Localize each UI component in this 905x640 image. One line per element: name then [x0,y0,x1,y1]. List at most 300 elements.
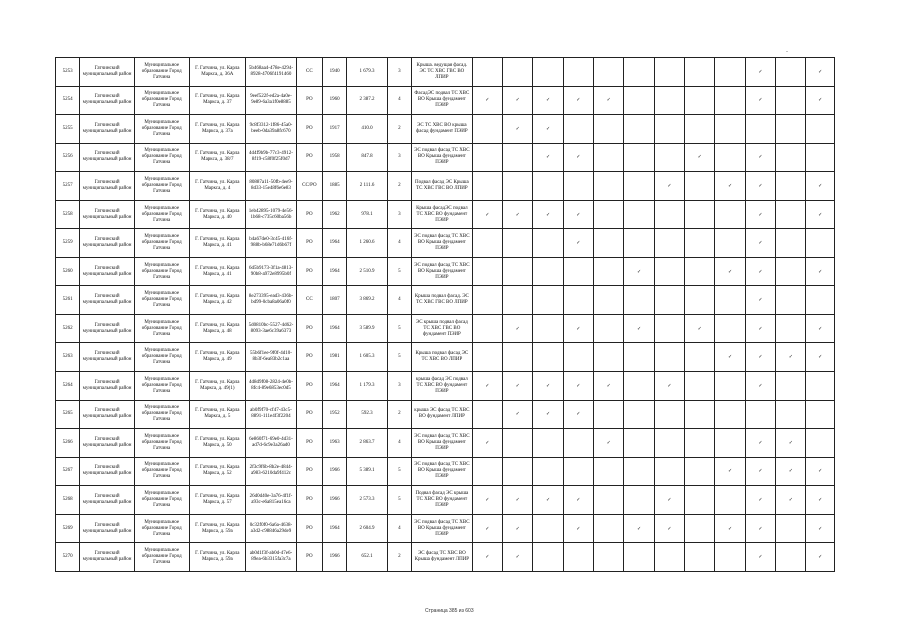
district-cell: Гатчинский муниципальный район [80,514,135,543]
checkmark-icon: ✓ [576,211,581,218]
work-type-cell [776,172,806,201]
work-type-cell [624,86,654,115]
checkmark-icon: ✓ [818,68,823,75]
work-type-cell [563,343,593,372]
work-type-cell [745,429,775,458]
floors-cell: 4 [387,229,411,258]
settlement-cell: Муниципальное образование Город Гатчина [134,314,189,343]
building-uid-cell: 9c8f3312-1f86-45a0-beeb-0da39a8fc670 [246,115,297,144]
work-type-cell [594,343,624,372]
work-type-cell [685,457,715,486]
address-cell: Г. Гатчина, ул. Карла Маркса, д. 59а [189,514,246,543]
checkmark-icon: ✓ [606,439,611,446]
works-list-cell: ФасадЭС подвал ТС ХВС ВО Крыша фундамент ПЭИР [412,86,473,115]
work-type-cell [685,115,715,144]
work-type-cell [685,372,715,401]
checkmark-icon: ✓ [818,211,823,218]
floors-cell: 4 [387,514,411,543]
building-uid-cell: 80887a11-50fb-4ee9-8d33-15e48f6e6e83 [246,172,297,201]
row-number: 5269 [56,514,80,543]
district-cell: Гатчинский муниципальный район [80,172,135,201]
building-uid-cell: ab0d1f3f-ab0d-47e6-89ea-6b3315fa3c7a [246,543,297,572]
work-type-cell [594,372,624,401]
work-type-cell [624,58,654,87]
work-type-cell [715,229,745,258]
work-type-cell [745,115,775,144]
checkmark-icon: ✓ [545,125,551,132]
work-type-cell [594,429,624,458]
work-type-cell [685,343,715,372]
checkmark-icon: ✓ [576,525,581,532]
settlement-cell: Муниципальное образование Город Гатчина [134,543,189,572]
work-type-cell [715,58,745,87]
work-type-cell [685,314,715,343]
work-type-cell [624,457,654,486]
floors-cell: 4 [387,286,411,315]
district-cell: Гатчинский муниципальный район [80,343,135,372]
work-type-cell [654,257,684,286]
work-type-cell [654,457,684,486]
district-cell: Гатчинский муниципальный район [80,429,135,458]
work-type-cell [685,257,715,286]
checkmark-icon: ✓ [758,382,763,389]
work-type-cell [594,543,624,572]
checkmark-icon: ✓ [515,525,520,532]
wall-type-cell: РО [296,314,322,343]
checkmark-icon: ✓ [818,97,823,104]
area-cell: 410.0 [347,115,387,144]
work-type-cell [533,343,563,372]
works-list-cell: ЭС подвал фасад ТС ХВС ВО Крыша фундамент ПЭИР [412,229,473,258]
checkmark-icon: ✓ [818,496,823,503]
floors-cell: 4 [387,86,411,115]
work-type-cell [806,543,835,572]
work-type-cell [654,314,684,343]
build-year-cell: 1962 [323,200,347,229]
checkmark-icon: ✓ [818,468,823,475]
checkmark-icon: ✓ [788,468,793,475]
checkmark-icon: ✓ [667,525,672,532]
area-cell: 5 389.1 [347,457,387,486]
works-list-cell: ЭС подвал фасад ТС ХВС ВО Крыша фундамент ПЭИР [412,257,473,286]
work-type-cell [503,314,533,343]
work-type-cell [685,429,715,458]
checkmark-icon: ✓ [606,97,611,104]
row-number: 5267 [56,457,80,486]
work-type-cell [503,429,533,458]
work-type-cell [776,514,806,543]
work-type-cell [624,486,654,515]
table-row [56,457,835,486]
work-type-cell [563,86,593,115]
area-cell: 2 510.9 [347,257,387,286]
table-row [56,257,835,286]
district-cell: Гатчинский муниципальный район [80,200,135,229]
building-uid-cell: 55b6f1ee-9f0f-4d10-8b3f-6ea83b2c1aa [246,343,297,372]
wall-type-cell: РО [296,115,322,144]
build-year-cell: 1964 [323,257,347,286]
work-type-cell [776,200,806,229]
work-type-cell [806,286,835,315]
work-type-cell [654,400,684,429]
work-type-cell [776,257,806,286]
checkmark-icon: ✓ [576,382,581,389]
table-row [56,229,835,258]
work-type-cell [745,400,775,429]
row-number: 5253 [56,58,80,87]
top-dash: - [786,49,788,55]
checkmark-icon: ✓ [515,496,520,503]
settlement-cell: Муниципальное образование Город Гатчина [134,514,189,543]
address-cell: Г. Гатчина, ул. Карла Маркса, д. 41 [189,229,246,258]
work-type-cell [503,86,533,115]
work-type-cell [533,257,563,286]
work-type-cell [745,86,775,115]
works-list-cell: ЭС подвал фасад ТС ХВС ВО Крыша фундамент ПЭИР [412,514,473,543]
settlement-cell: Муниципальное образование Город Гатчина [134,457,189,486]
work-type-cell [685,58,715,87]
checkmark-icon: ✓ [818,268,823,275]
work-type-cell [472,343,502,372]
work-type-cell [685,143,715,172]
work-type-cell [654,514,684,543]
checkmark-icon: ✓ [485,211,490,218]
area-cell: 592.3 [347,400,387,429]
settlement-cell: Муниципальное образование Город Гатчина [134,486,189,515]
district-cell: Гатчинский муниципальный район [80,486,135,515]
works-list-cell: Крыша. ведущая фасад. ЭС ТС ХВС ГВС ВО ЛПИР [412,58,473,87]
work-type-cell [685,286,715,315]
work-type-cell [806,343,835,372]
checkmark-icon: ✓ [728,525,733,532]
work-type-cell [776,286,806,315]
area-cell: 2 573.3 [347,486,387,515]
work-type-cell [563,543,593,572]
table-row [56,486,835,515]
work-type-cell [715,514,745,543]
build-year-cell: 1966 [323,457,347,486]
work-type-cell [563,286,593,315]
table-row [56,86,835,115]
checkmark-icon: ✓ [788,439,793,446]
work-type-cell [503,486,533,515]
work-type-cell [594,229,624,258]
address-cell: Г. Гатчина, ул. Карла Маркса, д. 42 [189,286,246,315]
work-type-cell [745,143,775,172]
works-list-cell: Подвал фасад ЭС крыша ТС ХВС ВО фундамент ПЭИР [412,486,473,515]
work-type-cell [806,486,835,515]
work-type-cell [594,115,624,144]
work-type-cell [533,86,563,115]
checkmark-icon: ✓ [636,525,642,532]
work-type-cell [594,172,624,201]
checkmark-icon: ✓ [576,240,581,247]
building-uid-cell: 4d8d9f08-2824-4e0b-8fc4-89e6853ec0d5 [246,372,297,401]
row-number: 5260 [56,257,80,286]
work-type-cell [533,543,563,572]
settlement-cell: Муниципальное образование Город Гатчина [134,400,189,429]
work-type-cell [685,172,715,201]
address-cell: Г. Гатчина, ул. Карла Маркса, д. 49 [189,343,246,372]
work-type-cell [715,457,745,486]
area-cell: 3 589.9 [347,314,387,343]
floors-cell: 2 [387,400,411,429]
settlement-cell: Муниципальное образование Город Гатчина [134,86,189,115]
work-type-cell [806,429,835,458]
work-type-cell [503,343,533,372]
floors-cell: 3 [387,200,411,229]
work-type-cell [624,286,654,315]
works-list-cell: Крыша подвал фасад ЭС ТС ХВС ВО ЛПИР [412,343,473,372]
settlement-cell: Муниципальное образование Город Гатчина [134,257,189,286]
settlement-cell: Муниципальное образование Город Гатчина [134,115,189,144]
checkmark-icon: ✓ [515,382,520,389]
work-type-cell [472,58,502,87]
wall-type-cell: РО [296,143,322,172]
area-cell: 1 260.6 [347,229,387,258]
row-number: 5263 [56,343,80,372]
table-row [56,314,835,343]
settlement-cell: Муниципальное образование Город Гатчина [134,229,189,258]
table-row [56,514,835,543]
work-type-cell [715,172,745,201]
work-type-cell [503,372,533,401]
checkmark-icon: ✓ [758,525,763,532]
building-uid-cell: 5d0810bc-5527-4d62-8093-3ae6c39a6373 [246,314,297,343]
address-cell: Г. Гатчина, ул. Карла Маркса, д. 37а [189,115,246,144]
checkmark-icon: ✓ [697,325,702,332]
area-cell: 3 869.2 [347,286,387,315]
work-type-cell [533,115,563,144]
checkmark-icon: ✓ [576,325,581,332]
work-type-cell [472,200,502,229]
work-type-cell [806,372,835,401]
work-type-cell [472,86,502,115]
work-type-cell [776,543,806,572]
work-type-cell [745,457,775,486]
building-uid-cell: 0c32f0f0-6a6a-4638-a3d2-c98846a29de9 [246,514,297,543]
settlement-cell: Муниципальное образование Город Гатчина [134,372,189,401]
work-type-cell [472,172,502,201]
table-row [56,143,835,172]
district-cell: Гатчинский муниципальный район [80,314,135,343]
build-year-cell: 1940 [323,58,347,87]
work-type-cell [654,115,684,144]
work-type-cell [715,372,745,401]
checkmark-icon: ✓ [545,411,551,418]
work-type-cell [715,257,745,286]
area-cell: 1 605.3 [347,343,387,372]
wall-type-cell: РО [296,200,322,229]
table-row [56,372,835,401]
wall-type-cell: РО [296,486,322,515]
work-type-cell [624,115,654,144]
work-type-cell [472,543,502,572]
work-type-cell [624,400,654,429]
work-type-cell [533,514,563,543]
works-list-cell: ЭС подвал фасад ТС ХВС ВО Крыша фундамент ПЭИР [412,429,473,458]
checkmark-icon: ✓ [545,97,551,104]
row-number: 5270 [56,543,80,572]
building-uid-cell: 1eb42895-1079-4e56-1b68-c735c60ba56b [246,200,297,229]
checkmark-icon: ✓ [818,354,823,361]
work-type-cell [806,200,835,229]
work-type-cell [533,172,563,201]
work-type-cell [472,257,502,286]
checkmark-icon: ✓ [818,554,823,561]
work-type-cell [594,400,624,429]
checkmark-icon: ✓ [758,240,763,247]
work-type-cell [624,314,654,343]
work-type-cell [503,457,533,486]
work-type-cell [503,543,533,572]
work-type-cell [776,372,806,401]
work-type-cell [776,86,806,115]
work-type-cell [776,314,806,343]
work-type-cell [806,172,835,201]
work-type-cell [563,115,593,144]
work-type-cell [745,486,775,515]
checkmark-icon: ✓ [818,325,823,332]
work-type-cell [776,343,806,372]
build-year-cell: 1960 [323,86,347,115]
row-number: 5254 [56,86,80,115]
wall-type-cell: РО [296,514,322,543]
build-year-cell: 1964 [323,314,347,343]
wall-type-cell: РО [296,86,322,115]
checkmark-icon: ✓ [545,496,551,503]
checkmark-icon: ✓ [515,325,520,332]
checkmark-icon: ✓ [758,268,763,275]
checkmark-icon: ✓ [758,154,763,161]
address-cell: Г. Гатчина, ул. Карла Маркса, д. 38/7 [189,143,246,172]
district-cell: Гатчинский муниципальный район [80,400,135,429]
build-year-cell: 1964 [323,229,347,258]
work-type-cell [472,229,502,258]
work-type-cell [533,314,563,343]
work-type-cell [654,429,684,458]
work-type-cell [624,229,654,258]
district-cell: Гатчинский муниципальный район [80,286,135,315]
work-type-cell [806,86,835,115]
work-type-cell [533,400,563,429]
work-type-cell [594,514,624,543]
address-cell: Г. Гатчина, ул. Карла Маркса, д. 48 [189,314,246,343]
address-cell: Г. Гатчина, ул. Карла Маркса, д. 5 [189,400,246,429]
work-type-cell [503,143,533,172]
row-number: 5258 [56,200,80,229]
checkmark-icon: ✓ [515,97,520,104]
address-cell: Г. Гатчина, ул. Карла Маркса, д. 37 [189,86,246,115]
work-type-cell [472,115,502,144]
address-cell: Г. Гатчина, ул. Карла Маркса, д. 4 [189,172,246,201]
work-type-cell [503,115,533,144]
work-type-cell [563,58,593,87]
work-type-cell [563,429,593,458]
work-type-cell [594,86,624,115]
building-uid-cell: 5b468aa4-478e-4294-8928-4706f4191460 [246,58,297,87]
wall-type-cell: РО [296,400,322,429]
district-cell: Гатчинский муниципальный район [80,143,135,172]
settlement-cell: Муниципальное образование Город Гатчина [134,343,189,372]
work-type-cell [806,400,835,429]
work-type-cell [472,143,502,172]
checkmark-icon: ✓ [667,496,672,503]
work-type-cell [563,457,593,486]
work-type-cell [472,486,502,515]
work-type-cell [503,514,533,543]
work-type-cell [745,172,775,201]
work-type-cell [472,286,502,315]
table-row [56,429,835,458]
building-uid-cell: 8e273395-ead3-436b-bd99-0cba8a06a0f0 [246,286,297,315]
work-type-cell [776,229,806,258]
work-type-cell [806,457,835,486]
row-number: 5265 [56,400,80,429]
work-type-cell [806,257,835,286]
work-type-cell [594,257,624,286]
checkmark-icon: ✓ [818,525,823,532]
work-type-cell [654,86,684,115]
table-row [56,172,835,201]
work-type-cell [745,314,775,343]
checkmark-icon: ✓ [515,554,520,561]
work-type-cell [715,543,745,572]
checkmark-icon: ✓ [485,97,490,104]
district-cell: Гатчинский муниципальный район [80,229,135,258]
floors-cell: 4 [387,429,411,458]
works-list-cell: ЭС ТС ХВС ВО крыша фасад фундамент ПЭИР [412,115,473,144]
work-type-cell [563,257,593,286]
work-type-cell [745,514,775,543]
work-type-cell [715,286,745,315]
work-type-cell [594,486,624,515]
works-list-cell: ЭС подвал фасад ТС ХВС ВО Крыша фундамент ПЭИР [412,457,473,486]
work-type-cell [563,486,593,515]
checkmark-icon: ✓ [758,439,763,446]
work-type-cell [594,143,624,172]
district-cell: Гатчинский муниципальный район [80,457,135,486]
table-row [56,286,835,315]
work-type-cell [685,514,715,543]
row-number: 5266 [56,429,80,458]
work-type-cell [776,58,806,87]
checkmark-icon: ✓ [788,354,793,361]
work-type-cell [654,286,684,315]
work-type-cell [715,400,745,429]
work-type-cell [685,229,715,258]
checkmark-icon: ✓ [485,382,490,389]
work-type-cell [503,257,533,286]
checkmark-icon: ✓ [485,554,490,561]
checkmark-icon: ✓ [485,496,490,503]
area-cell: 1 679.3 [347,58,387,87]
district-cell: Гатчинский муниципальный район [80,543,135,572]
district-cell: Гатчинский муниципальный район [80,115,135,144]
table-row [56,543,835,572]
area-cell: 2 604.9 [347,514,387,543]
work-type-cell [624,514,654,543]
table-row [56,115,835,144]
work-type-cell [563,143,593,172]
work-type-cell [533,486,563,515]
address-cell: Г. Гатчина, ул. Карла Маркса, д. 50 [189,429,246,458]
checkmark-icon: ✓ [576,411,581,418]
work-type-cell [806,58,835,87]
checkmark-icon: ✓ [576,154,581,161]
work-type-cell [624,200,654,229]
checkmark-icon: ✓ [667,182,672,189]
